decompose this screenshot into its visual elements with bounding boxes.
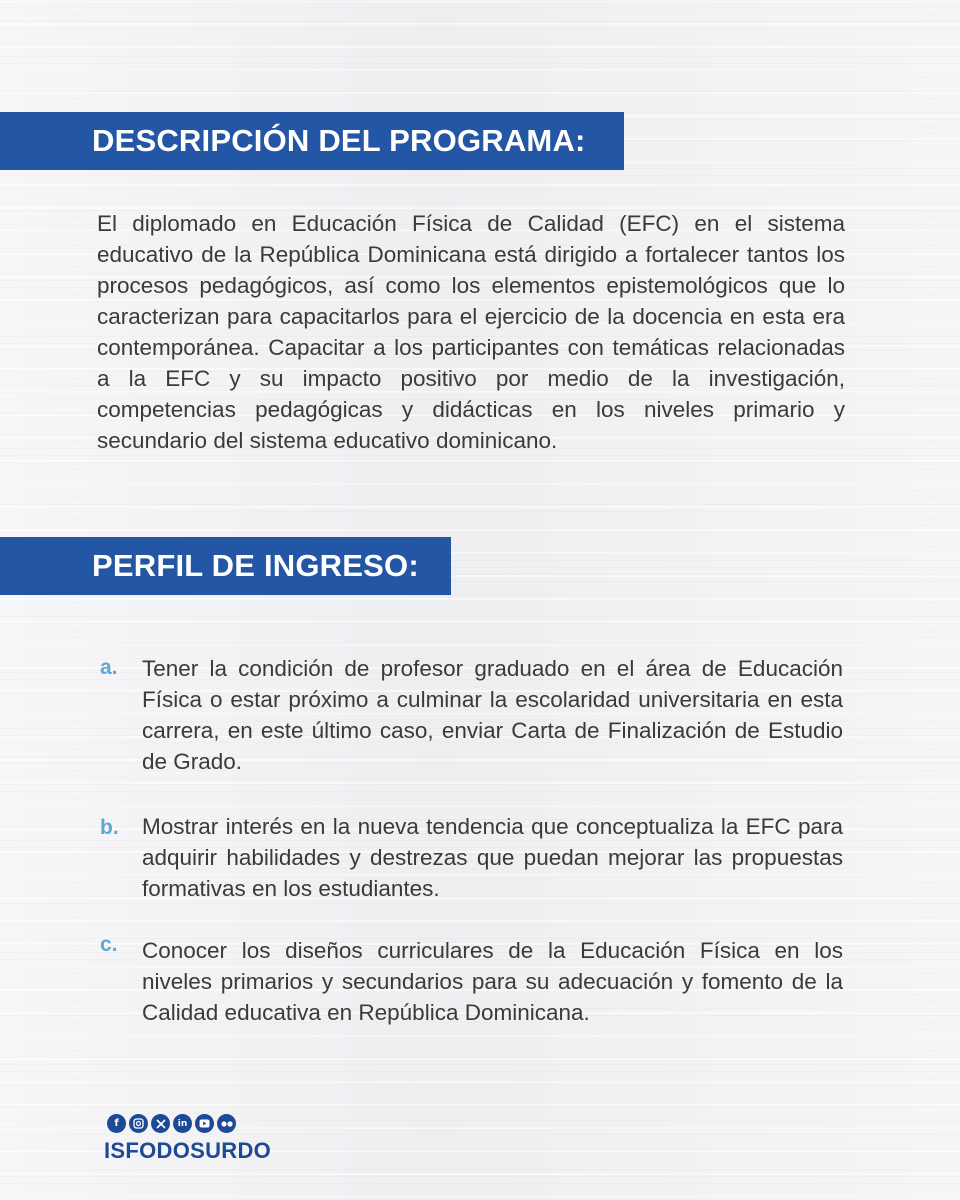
profile-item-text: Conocer los diseños curriculares de la Educación Física en los niveles primarios y secundarios para su adecuación y fomento de la Calidad educativa en República Dominicana. (142, 938, 843, 1025)
description-heading-banner (0, 112, 624, 170)
list-marker: a. (100, 656, 118, 679)
flickr-icon[interactable] (217, 1114, 236, 1133)
youtube-icon[interactable] (195, 1114, 214, 1133)
description-paragraph: El diplomado en Educación Física de Calidad (EFC) en el sistema educativo de la República Dominicana está dirigido a fortalecer tantos los procesos pedagógicos, así como los elementos epistemológicos que lo caracterizan para capacitarlos para el ejercicio de la docencia en esta era contemporánea. Capacitar a los participantes con temáticas relacionadas a la EFC y su impacto positivo por medio de la investigación, competencias pedagógicas y didácticas en los niveles primario y secundario del sistema educativo dominicano. (97, 211, 845, 453)
list-marker: c. (100, 933, 118, 956)
brand-logo-text: ISFODOSURDO (104, 1138, 272, 1163)
profile-heading: PERFIL DE INGRESO: (92, 548, 419, 583)
profile-heading-banner (0, 537, 451, 595)
profile-item-text: Mostrar interés en la nueva tendencia que conceptualiza la EFC para adquirir habilidades y destrezas que puedan mejorar las propuestas formativas en los estudiantes. (142, 814, 843, 901)
instagram-icon[interactable] (129, 1114, 148, 1133)
x-icon[interactable] (151, 1114, 170, 1133)
social-icons (107, 1114, 236, 1133)
list-marker: b. (100, 816, 119, 839)
linkedin-icon[interactable]: in (173, 1114, 192, 1133)
facebook-icon[interactable]: f (107, 1114, 126, 1133)
description-heading: DESCRIPCIÓN DEL PROGRAMA: (92, 123, 586, 158)
profile-item-text: Tener la condición de profesor graduado en el área de Educación Física o estar próximo a culminar la escolaridad universitaria en esta carrera, en este último caso, enviar Carta de Finalización de Estudio de Grado. (142, 656, 843, 774)
